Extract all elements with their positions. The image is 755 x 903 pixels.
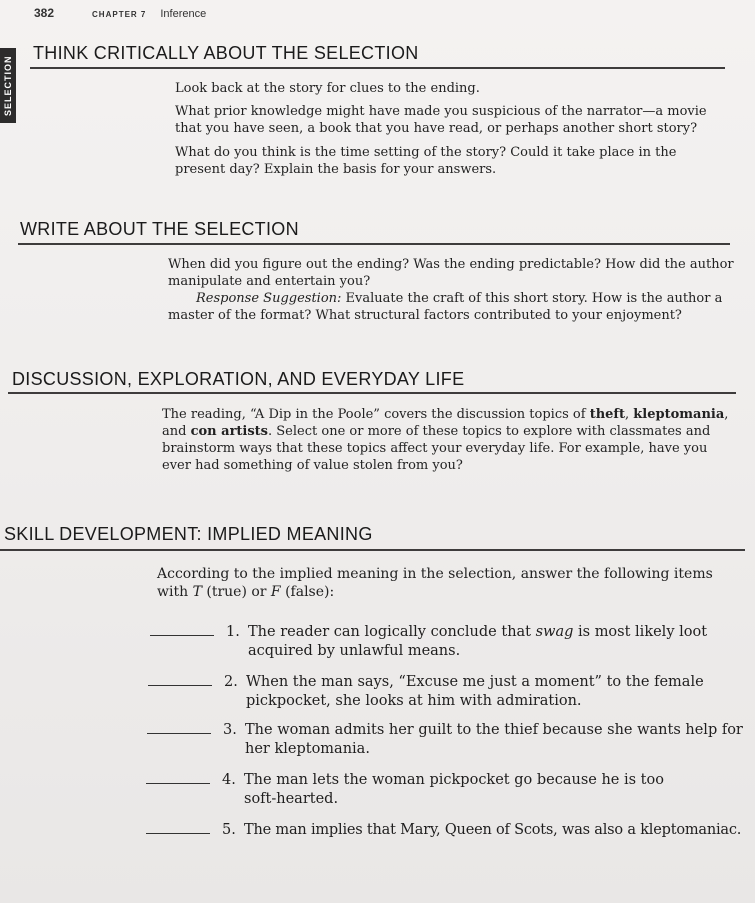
chapter-label: CHAPTER 7 <box>92 10 147 19</box>
item-text <box>245 721 743 759</box>
item-text <box>248 623 707 661</box>
item-4-line-2: soft-hearted. <box>244 791 339 807</box>
side-tab-label: SELECTION <box>3 55 13 116</box>
item-2-line-2: pickpocket, she looks at him with admiration. <box>246 693 582 709</box>
discussion-heading: DISCUSSION, EXPLORATION, AND EVERYDAY LIFE <box>12 369 465 389</box>
discussion-body <box>162 406 740 474</box>
intro-text-c: (false): <box>280 584 335 600</box>
item-number: 2. <box>224 674 238 690</box>
discussion-paragraph <box>162 406 740 474</box>
skill-instructions <box>157 565 747 601</box>
write-suggestion <box>168 290 734 324</box>
intro-text-a: According to the implied meaning in the selection, answer the following items with <box>157 566 713 600</box>
tf-item-3 <box>147 721 752 761</box>
write-about-body <box>168 256 734 324</box>
item-1-text-a: The reader can logically conclude that <box>248 624 536 640</box>
selection-side-tab <box>0 48 16 123</box>
discussion-text-1: The reading, “A Dip in the Poole” covers the discussion topics of <box>162 407 590 422</box>
think-critically-body <box>175 80 727 178</box>
item-number: 1. <box>226 624 240 640</box>
discussion-text-4: . Select one or more of these topics to explore with classmates and brainstorm ways that these topics affect your everyday life. For example, have you ever had something of value stolen from you? <box>162 424 711 473</box>
item-text <box>244 771 664 809</box>
discussion-text-3: , and <box>162 407 729 439</box>
item-1-line-2: acquired by unlawful means. <box>248 643 461 659</box>
topic-theft: theft <box>589 407 626 422</box>
discussion-text-2: , <box>625 407 634 422</box>
item-2-line-1: When the man says, “Excuse me just a moment” to the female <box>246 674 704 690</box>
answer-blank-4[interactable] <box>146 783 210 784</box>
answer-blank-3[interactable] <box>147 733 211 734</box>
tf-item-5 <box>146 821 755 843</box>
item-text: The man implies that Mary, Queen of Scots, was also a kleptomaniac. <box>244 822 742 838</box>
think-q2: What prior knowledge might have made you suspicious of the narrator—a movie that you have seen, a book that you have read, or perhaps another short story? <box>175 104 707 136</box>
discussion-rule <box>8 392 736 394</box>
item-number: 5. <box>222 822 236 838</box>
item-1-text-b: is most likely loot <box>573 624 708 640</box>
skill-intro <box>157 565 747 601</box>
item-number: 4. <box>222 772 236 788</box>
running-head <box>34 6 206 20</box>
topic-con-artists: con artists <box>190 424 269 439</box>
answer-blank-5[interactable] <box>146 833 210 834</box>
write-about-heading: WRITE ABOUT THE SELECTION <box>20 219 299 239</box>
skill-development-heading: SKILL DEVELOPMENT: IMPLIED MEANING <box>4 524 373 544</box>
answer-blank-1[interactable] <box>150 635 214 636</box>
skill-development-rule <box>0 549 745 551</box>
chapter-title: Inference <box>160 8 207 20</box>
intro-text-b: (true) or <box>201 584 271 600</box>
think-q1: Look back at the story for clues to the ending. <box>175 81 480 96</box>
topic-kleptomania: kleptomania <box>633 407 725 422</box>
page-number: 382 <box>34 6 55 20</box>
think-critically-rule <box>30 67 725 69</box>
item-4-line-1: The man lets the woman pickpocket go because he is too <box>244 772 664 788</box>
suggestion-label: Response Suggestion: <box>196 291 342 306</box>
item-1-swag: swag <box>535 624 574 640</box>
intro-false-letter: F <box>270 584 281 600</box>
suggestion-text: Evaluate the craft of this short story. How is the author a master of the format? What structural factors contributed to your enjoyment? <box>168 291 723 323</box>
think-critically-heading: THINK CRITICALLY ABOUT THE SELECTION <box>33 43 419 63</box>
item-number: 3. <box>223 722 237 738</box>
write-question: When did you figure out the ending? Was the ending predictable? How did the author manipulate and entertain you? <box>168 257 734 289</box>
tf-item-2 <box>148 673 748 713</box>
tf-item-1 <box>150 623 750 663</box>
intro-true-letter: T <box>192 584 202 600</box>
item-3-line-2: her kleptomania. <box>245 741 370 757</box>
item-text <box>246 673 704 711</box>
answer-blank-2[interactable] <box>148 685 212 686</box>
write-about-rule <box>18 243 730 245</box>
item-3-line-1: The woman admits her guilt to the thief because she wants help for <box>245 722 743 738</box>
tf-item-4 <box>146 771 746 811</box>
think-q3: What do you think is the time setting of the story? Could it take place in the present day? Explain the basis for your answers. <box>175 145 677 177</box>
